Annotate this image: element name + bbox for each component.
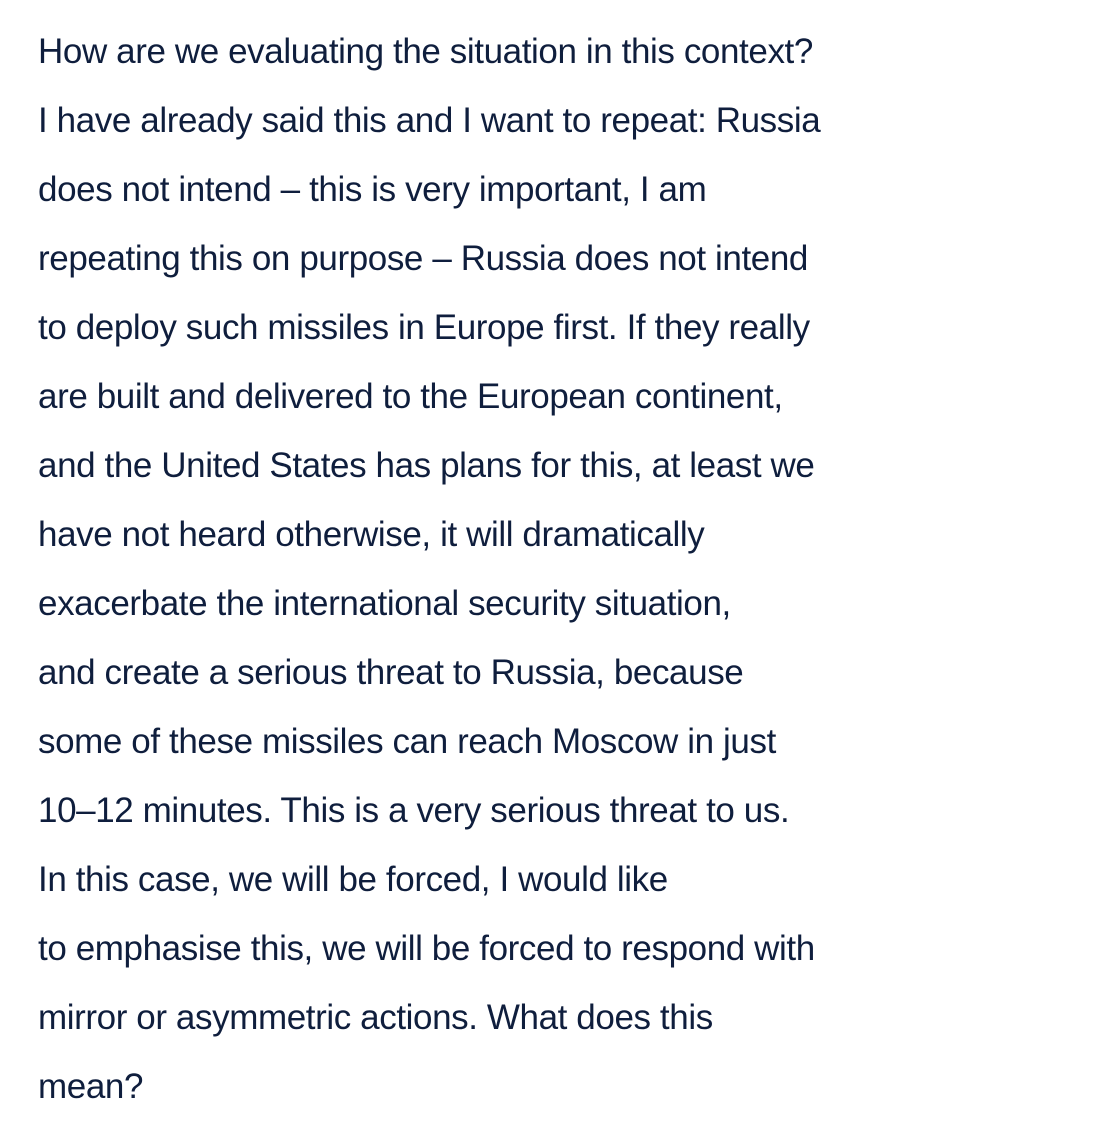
text-line: to deploy such missiles in Europe first. If they really <box>38 308 810 347</box>
text-line: are built and delivered to the European continent, <box>38 377 783 416</box>
text-line: some of these missiles can reach Moscow in just <box>38 722 776 761</box>
text-line: repeating this on purpose – Russia does not intend <box>38 239 808 278</box>
text-line: In this case, we will be forced, I would like <box>38 860 668 899</box>
text-line: exacerbate the international security situation, <box>38 584 731 623</box>
text-line: to emphasise this, we will be forced to respond with <box>38 929 815 968</box>
text-line: mean? <box>38 1067 144 1106</box>
text-line: mirror or asymmetric actions. What does this <box>38 998 713 1037</box>
text-line: I have already said this and I want to repeat: Russia <box>38 101 821 140</box>
text-line: How are we evaluating the situation in this context? <box>38 32 813 71</box>
text-line: and create a serious threat to Russia, because <box>38 653 744 692</box>
text-line: 10–12 minutes. This is a very serious threat to us. <box>38 791 790 830</box>
text-line: does not intend – this is very important, I am <box>38 170 707 209</box>
text-line: have not heard otherwise, it will dramatically <box>38 515 705 554</box>
text-line: and the United States has plans for this, at least we <box>38 446 815 485</box>
article-text <box>38 17 1088 1121</box>
